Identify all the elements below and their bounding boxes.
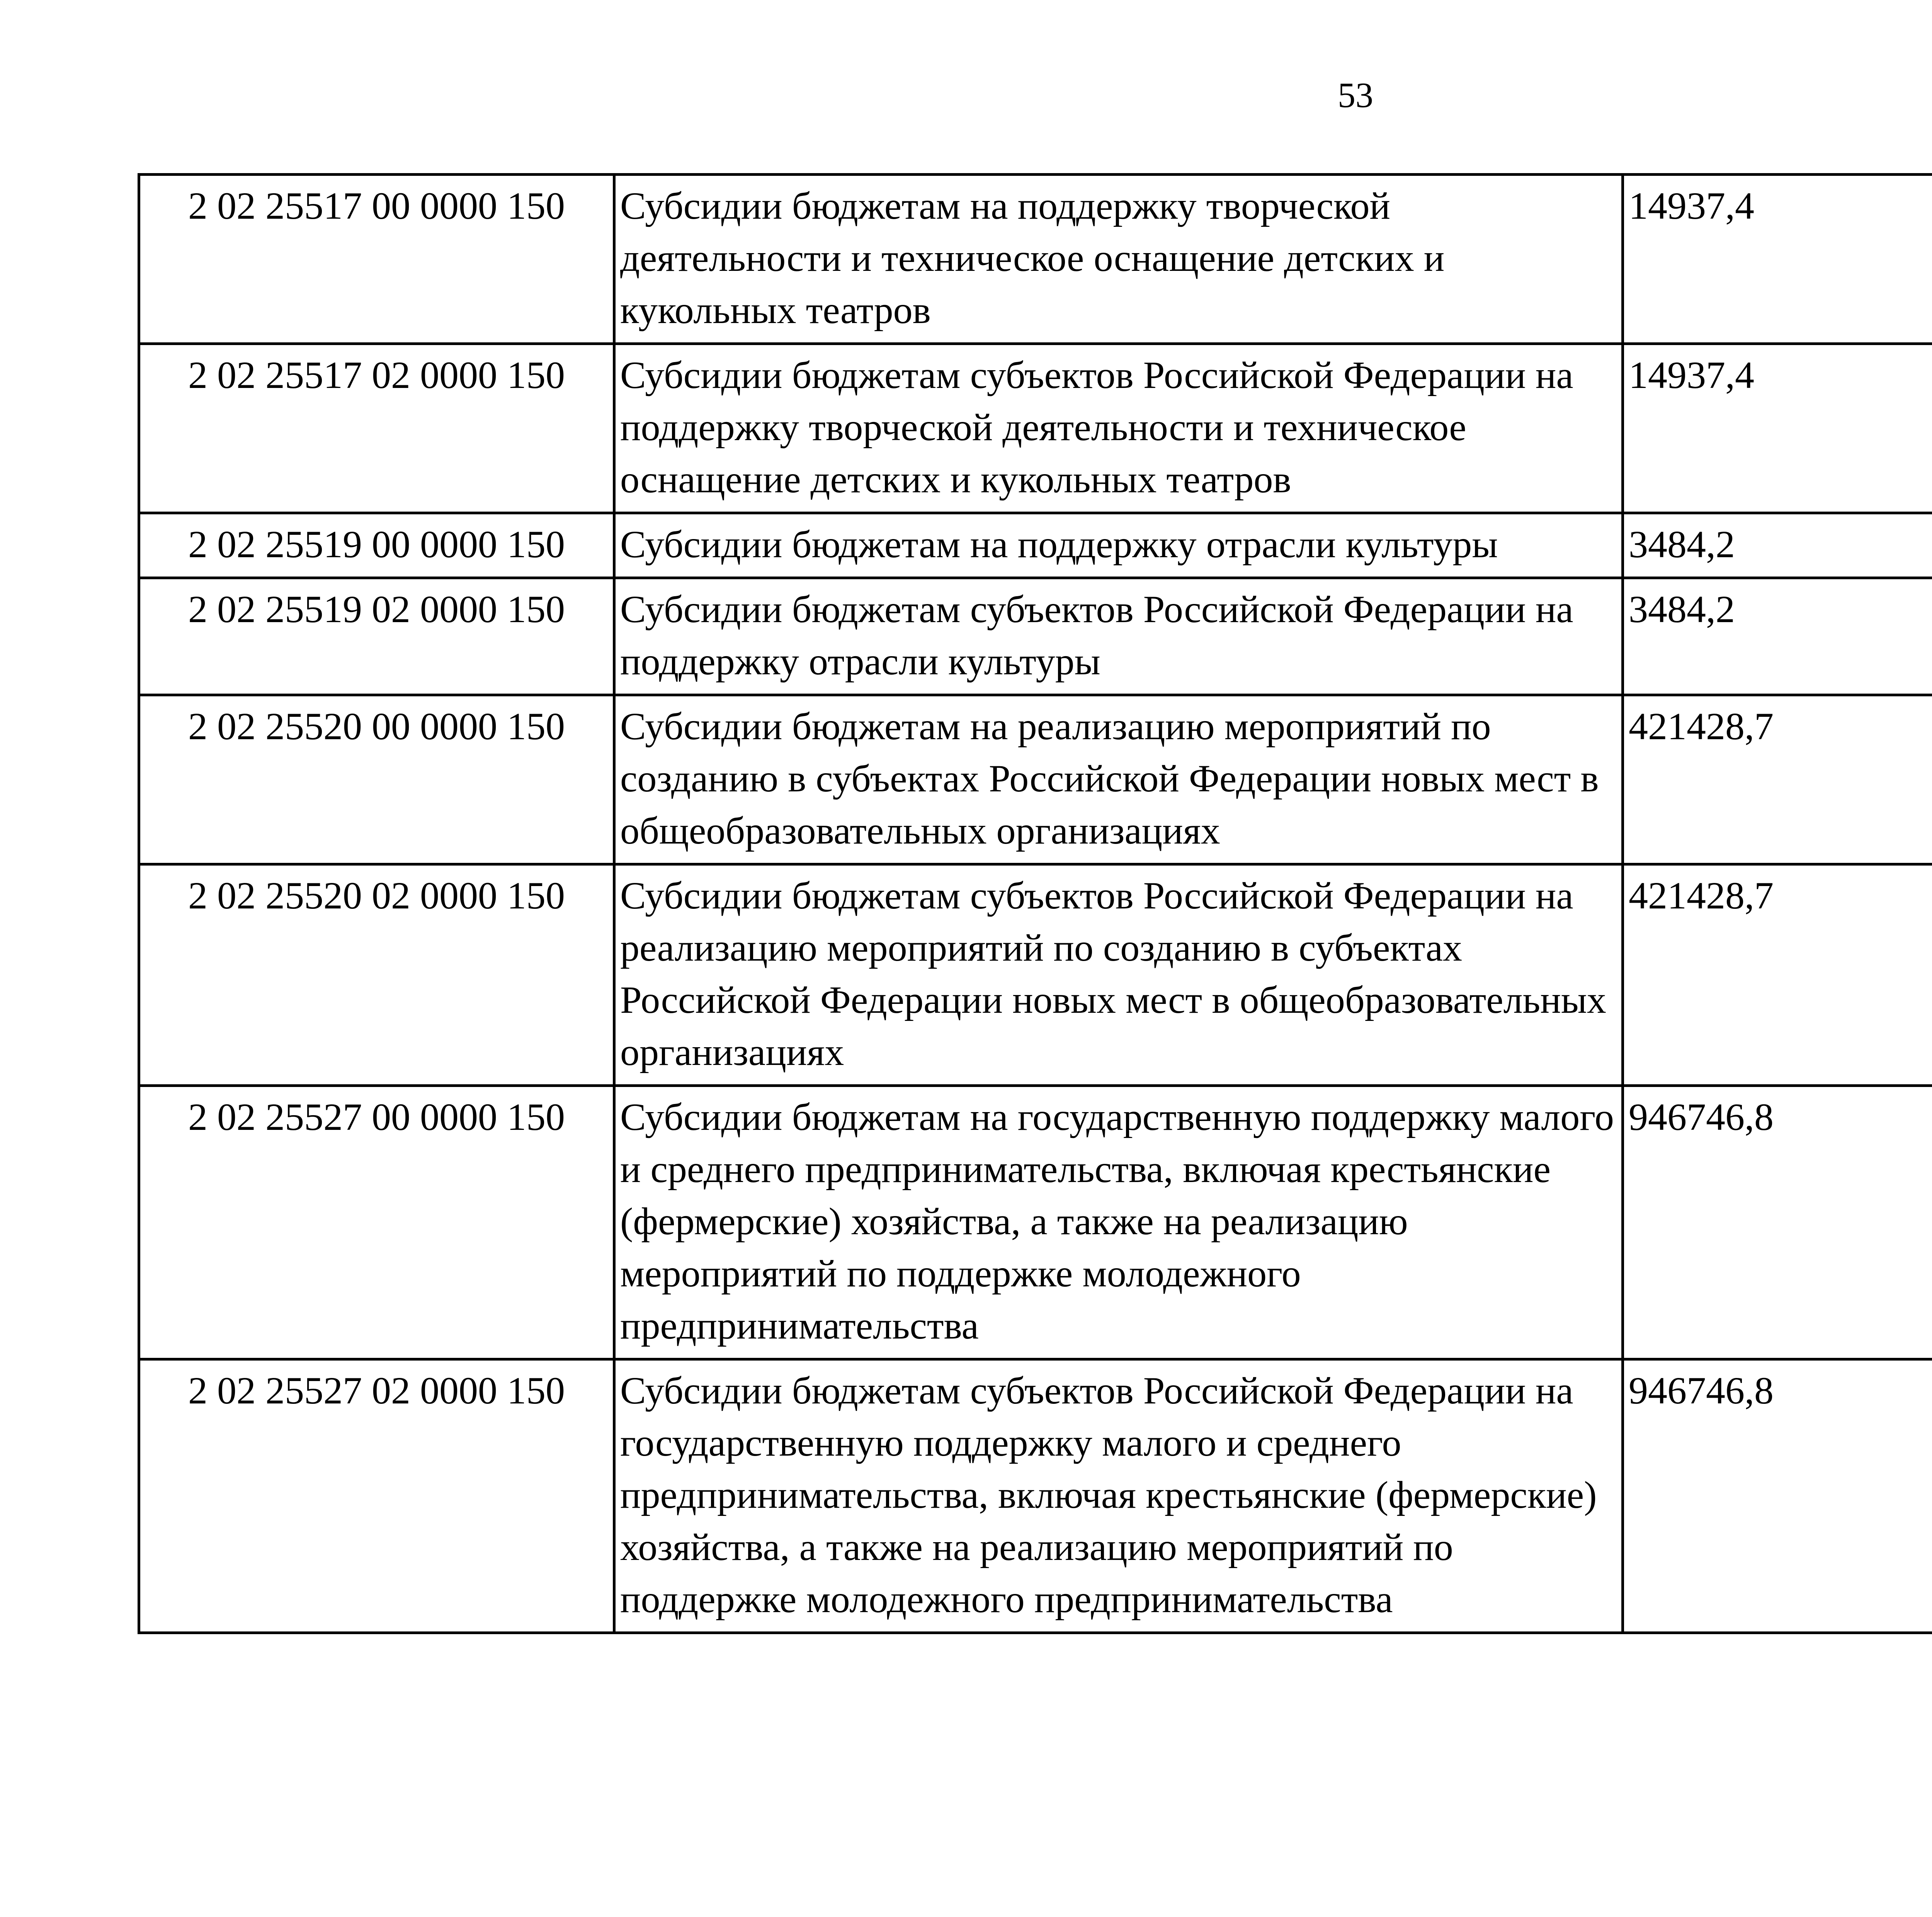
table-row	[139, 344, 1932, 513]
table-row	[139, 864, 1932, 1086]
table-row	[139, 513, 1932, 578]
amount-cell-1: 421428,7	[1623, 864, 1932, 1086]
amount-cell-1: 946746,8	[1623, 1359, 1932, 1633]
budget-code-cell: 2 02 25527 00 0000 150	[139, 1086, 614, 1359]
table-row	[139, 578, 1932, 695]
amount-cell-1: 14937,4	[1623, 344, 1932, 513]
amount-cell-1: 946746,8	[1623, 1086, 1932, 1359]
budget-code-cell: 2 02 25527 02 0000 150	[139, 1359, 614, 1633]
table-row	[139, 695, 1932, 864]
description-cell: Субсидии бюджетам субъектов Российской Федерации на государственную поддержку малого и среднего предпринимательства, включая крестьянские (фермерские) хозяйства, а также на реализацию мероприятий по поддержке молодежного предпринимательства	[614, 1359, 1623, 1633]
budget-code-cell: 2 02 25520 00 0000 150	[139, 695, 614, 864]
table-row	[139, 175, 1932, 344]
amount-cell-1: 14937,4	[1623, 175, 1932, 344]
budget-code-cell: 2 02 25519 02 0000 150	[139, 578, 614, 695]
description-cell: Субсидии бюджетам на поддержку творческой деятельности и техническое оснащение детских и кукольных театров	[614, 175, 1623, 344]
budget-code-cell: 2 02 25517 02 0000 150	[139, 344, 614, 513]
budget-code-cell: 2 02 25519 00 0000 150	[139, 513, 614, 578]
budget-code-cell: 2 02 25520 02 0000 150	[139, 864, 614, 1086]
table-row	[139, 1086, 1932, 1359]
table-row	[139, 1359, 1932, 1633]
amount-cell-1: 3484,2	[1623, 513, 1932, 578]
amount-cell-1: 421428,7	[1623, 695, 1932, 864]
description-cell: Субсидии бюджетам субъектов Российской Федерации на поддержку отрасли культуры	[614, 578, 1623, 695]
description-cell: Субсидии бюджетам субъектов Российской Федерации на поддержку творческой деятельности и техническое оснащение детских и кукольных театров	[614, 344, 1623, 513]
description-cell: Субсидии бюджетам на государственную поддержку малого и среднего предпринимательства, включая крестьянские (фермерские) хозяйства, а также на реализацию мероприятий по поддержке молодежного предпринимательства	[614, 1086, 1623, 1359]
amount-cell-1: 3484,2	[1623, 578, 1932, 695]
budget-code-cell: 2 02 25517 00 0000 150	[139, 175, 614, 344]
description-cell: Субсидии бюджетам субъектов Российской Федерации на реализацию мероприятий по созданию в субъектах Российской Федерации новых мест в общеобразовательных организациях	[614, 864, 1623, 1086]
page-number: 53	[1338, 75, 1373, 115]
description-cell: Субсидии бюджетам на реализацию мероприятий по созданию в субъектах Российской Федерации новых мест в общеобразовательных организациях	[614, 695, 1623, 864]
budget-table	[138, 173, 1932, 1634]
description-cell: Субсидии бюджетам на поддержку отрасли культуры	[614, 513, 1623, 578]
